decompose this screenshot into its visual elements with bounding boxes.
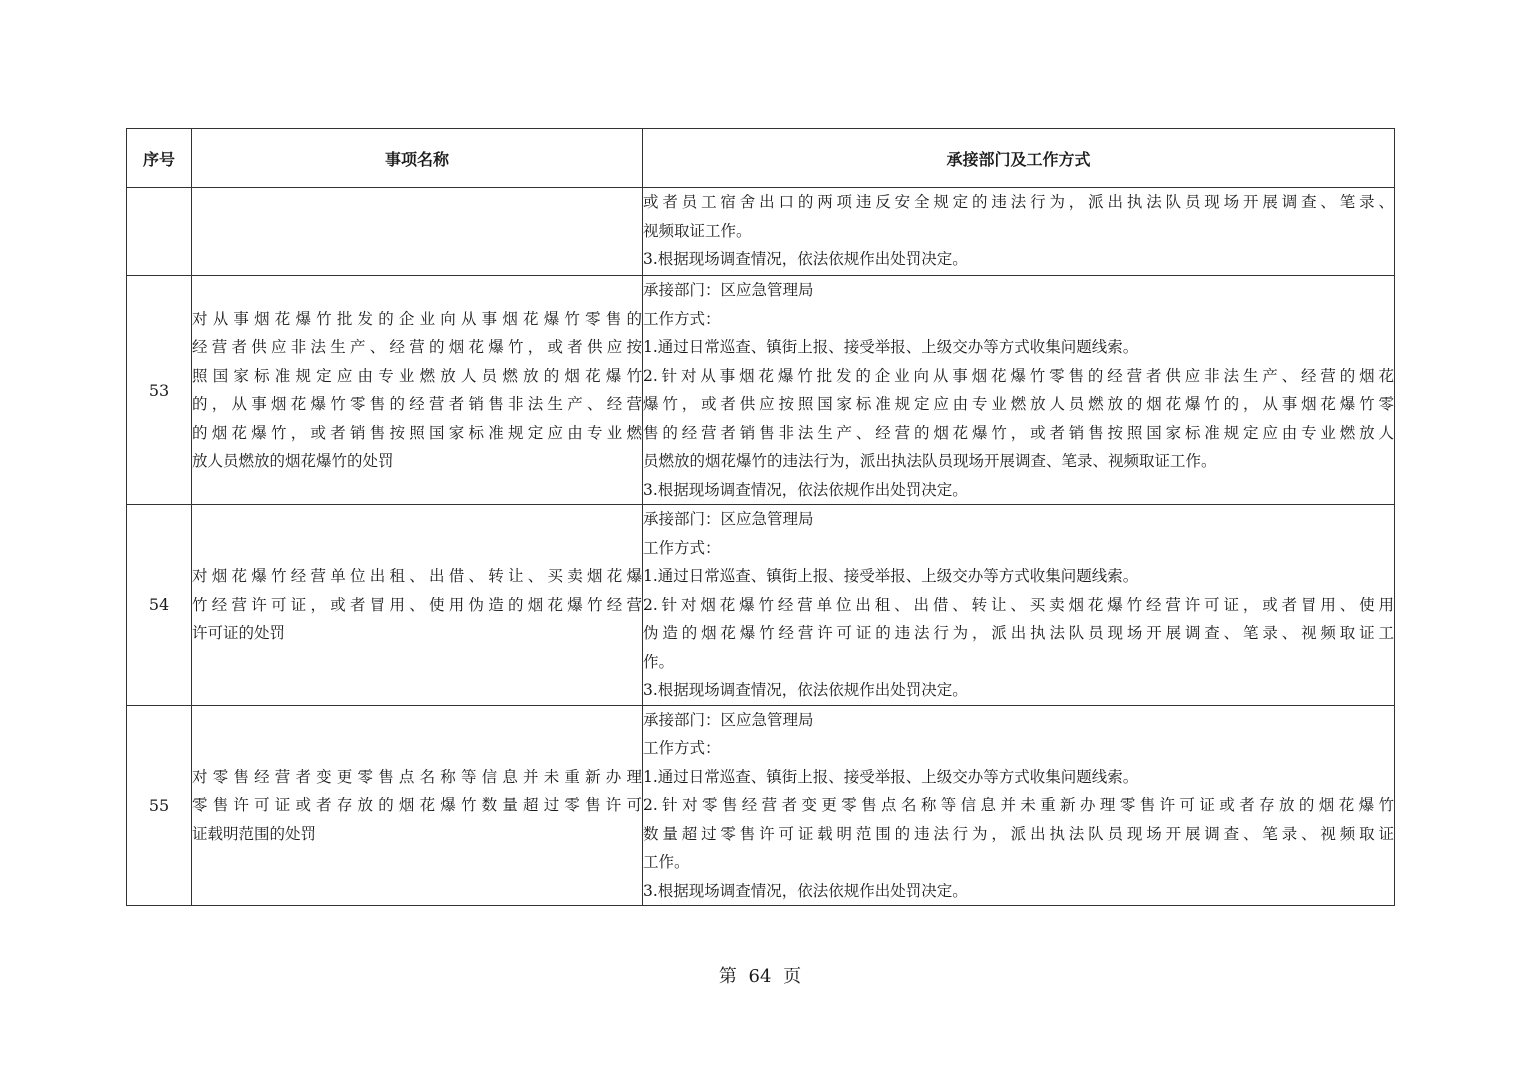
row-department-method-cell (643, 188, 1395, 276)
row-item-name-cell (192, 188, 643, 276)
text-line: 承接部门：区应急管理局 (643, 510, 814, 528)
text-line: 数量超过零售许可证载明范围的违法行为，派出执法队员现场开展调查、笔录、视频取证 (643, 824, 1394, 843)
text-line: 工作方式： (643, 739, 721, 757)
table-row (127, 705, 1395, 906)
text-line: 或者员工宿舍出口的两项违反安全规定的违法行为，派出执法队员现场开展调查、笔录、 (643, 193, 1394, 211)
row-department-method-cell (643, 705, 1395, 906)
page-number: 第 64 页 (718, 966, 802, 987)
text-line: 承接部门：区应急管理局 (643, 281, 814, 299)
text-line: 2.针对从事烟花爆竹批发的企业向从事烟花爆竹零售的经营者供应非法生产、经营的烟花 (643, 366, 1394, 385)
text-line: 2.针对烟花爆竹经营单位出租、出借、转让、买卖烟花爆竹经营许可证，或者冒用、使用 (643, 595, 1394, 614)
row-department-method-cell (643, 505, 1395, 706)
text-line: 工作。 (643, 853, 690, 871)
text-line: 许可证的处罚 (192, 624, 286, 642)
row-number-cell: 54 (127, 505, 192, 706)
row-item-name-cell (192, 505, 643, 706)
text-line: 员燃放的烟花爆竹的违法行为，派出执法队员现场开展调查、笔录、视频取证工作。 (643, 452, 1217, 470)
text-line: 1.通过日常巡查、镇街上报、接受举报、上级交办等方式收集问题线索。 (643, 338, 1139, 356)
text-line: 竹经营许可证，或者冒用、使用伪造的烟花爆竹经营 (192, 595, 642, 614)
text-line: 2.针对零售经营者变更零售点名称等信息并未重新办理零售许可证或者存放的烟花爆竹 (643, 796, 1394, 814)
text-line: 照国家标准规定应由专业燃放人员燃放的烟花爆竹 (192, 366, 642, 385)
text-line: 1.通过日常巡查、镇街上报、接受举报、上级交办等方式收集问题线索。 (643, 567, 1139, 585)
text-line: 工作方式： (643, 309, 721, 328)
table-row (127, 188, 1395, 276)
table-row (127, 505, 1395, 706)
text-line: 经营者供应非法生产、经营的烟花爆竹，或者供应按 (192, 338, 642, 356)
row-number-cell: 55 (127, 705, 192, 906)
text-line: 伪造的烟花爆竹经营许可证的违法行为，派出执法队员现场开展调查、笔录、视频取证工 (643, 624, 1394, 642)
text-line: 零售许可证或者存放的烟花爆竹数量超过零售许可 (192, 796, 642, 814)
text-line: 对烟花爆竹经营单位出租、出借、转让、买卖烟花爆 (192, 567, 642, 585)
header-item-name: 事项名称 (192, 129, 643, 188)
row-item-name-cell (192, 276, 643, 505)
text-line: 视频取证工作。 (643, 221, 752, 240)
text-line: 放人员燃放的烟花爆竹的处罚 (192, 452, 394, 470)
text-line: 1.通过日常巡查、镇街上报、接受举报、上级交办等方式收集问题线索。 (643, 767, 1139, 786)
text-line: 工作方式： (643, 538, 721, 557)
text-line: 的，从事烟花爆竹零售的经营者销售非法生产、经营 (192, 395, 642, 413)
items-table (126, 128, 1395, 906)
text-line: 3.根据现场调查情况，依法依规作出处罚决定。 (643, 681, 968, 699)
text-line: 作。 (643, 652, 675, 671)
text-line: 售的经营者销售非法生产、经营的烟花爆竹，或者销售按照国家标准规定应由专业燃放人 (643, 423, 1394, 442)
text-line: 的烟花爆竹，或者销售按照国家标准规定应由专业燃 (192, 423, 642, 442)
text-line: 对零售经营者变更零售点名称等信息并未重新办理 (192, 767, 642, 786)
table-header-row (127, 129, 1395, 188)
row-department-method-cell (643, 276, 1395, 505)
text-line: 3.根据现场调查情况，依法依规作出处罚决定。 (643, 250, 968, 268)
header-department-method: 承接部门及工作方式 (643, 129, 1395, 188)
text-line: 3.根据现场调查情况，依法依规作出处罚决定。 (643, 480, 968, 499)
row-number-cell: 53 (127, 276, 192, 505)
text-line: 爆竹，或者供应按照国家标准规定应由专业燃放人员燃放的烟花爆竹的，从事烟花爆竹零 (643, 395, 1394, 413)
text-line: 证载明范围的处罚 (192, 824, 317, 843)
header-serial-number: 序号 (127, 129, 192, 188)
row-number-cell (127, 188, 192, 276)
row-item-name-cell (192, 705, 643, 906)
text-line: 3.根据现场调查情况，依法依规作出处罚决定。 (643, 881, 968, 900)
text-line: 承接部门：区应急管理局 (643, 710, 814, 729)
table-row (127, 276, 1395, 505)
text-line: 对从事烟花爆竹批发的企业向从事烟花爆竹零售的 (192, 309, 642, 328)
